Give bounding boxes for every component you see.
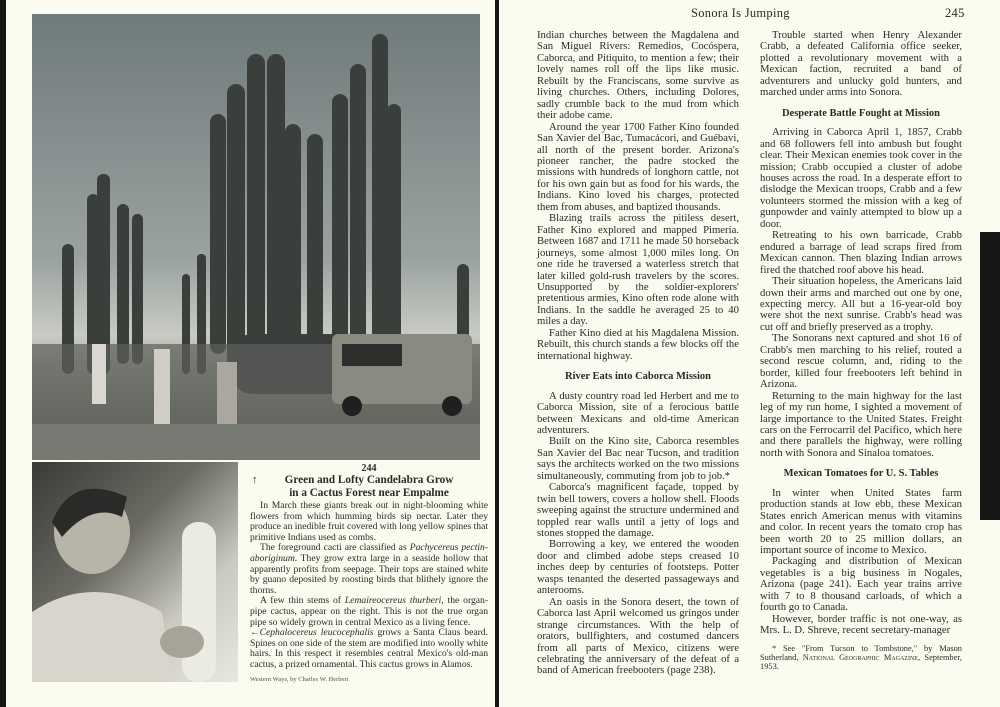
paragraph: Borrowing a key, we entered the wooden door and climbed adobe steps creased 10 inches deep by centuries of footsteps. Potter wasps tenanted the deserted passageways and anterooms.: [537, 538, 739, 597]
right-page: [499, 0, 980, 707]
paragraph: Caborca's magnificent façade, topped by twin bell towers, covers a hollow shell. Floods sweeping against the structure undermined and toppled rear walls until a jetty of logs and stones stopped the damage.: [537, 481, 739, 540]
caption-title-line1: Green and Lofty Candelabra Grow: [284, 474, 454, 486]
paragraph: However, border traffic is not one-way, as Mrs. L. D. Shreve, recent secretary-manager: [760, 612, 962, 637]
caption-paragraph: The foreground cacti are classified as Pachycereus pectin-aboriginum. They grow extra large in a seaside hollow that apparently profits from seepage. Their tops are stained white by guano deposited by roosting birds that blithely ignore the thorns.: [250, 542, 489, 596]
paragraph: Their situation hopeless, the Americans laid down their arms and marched out one by one, expecting mercy. All but a 16-year-old boy were shot the next sunrise. Crabb's head was cut off and briefly preserved as a trophy.: [760, 275, 962, 333]
text-column-2: [760, 30, 962, 672]
section-heading: River Eats into Caborca Mission: [564, 371, 712, 383]
footnote: * See "From Tucson to Tombstone," by Mason Sutherland, National Geographic Magazine, September, 1953.: [760, 643, 962, 672]
caption-paragraph: ←Cephalocereus leucocephalis grows a Santa Claus beard. Spines on one side of the stem are modified into woolly white hairs. In this respect it resembles central Mexico's old-man cactus, a prized ornamental. This cactus grows in Alamos.: [250, 627, 488, 670]
arrow-left-icon: ←: [250, 627, 260, 639]
paragraph: Returning to the main highway for the last leg of my run home, I sighted a movement of large importance to the United States. Freight cars on the Ferrocarril del Pacífico, which here and there parallels the highway, were rolling north with Sonora and Sinaloa tomatoes.: [760, 389, 962, 459]
page-number-left: 244: [361, 463, 377, 474]
caption-title-line2: in a Cactus Forest near Empalme: [289, 486, 449, 499]
paragraph: Father Kino died at his Magdalena Mission. Rebuilt, this church stands a few blocks off the international highway.: [537, 326, 739, 362]
caption-title: [250, 474, 488, 499]
paragraph: Blazing trails across the pitiless desert, Father Kino explored and mapped Pimería. Between 1687 and 1711 he made 50 horseback journeys, some almost 1,000 miles long. On one ride he traversed a waterless stretch that later killed gold-rush travelers by the scores. Unsupported by the soldier-explorers' pretentious armies, Kino often rode alone with Indians. In the saddle he averaged 25 to 40 miles a day.: [537, 212, 739, 328]
paragraph: In winter when United States farm production stands at low ebb, these Mexican States enrich American menus with vitamins and color. In recent years the tomato crop has been worth 20 to 25 million dollars, an important source of income to Mexico.: [760, 486, 962, 557]
caption-paragraph: In March these giants break out in night-blooming white flowers from which humming birds sip nectar. Later they produce an inedible fruit covered with long yellow spines that primitive Indians used as combs.: [250, 500, 488, 543]
photo-caption: [250, 463, 488, 684]
section-heading: Desperate Battle Fought at Mission: [781, 107, 941, 119]
scan-edge-right-tab: [980, 232, 1000, 520]
paragraph: The Sonorans next captured and shot 16 of Crabb's men marching to his relief, routed a second rescue column, and, riding to the border, killed four freebooters left behind in Arizona.: [760, 332, 962, 391]
cactus-forest-photo: [32, 14, 480, 460]
arrow-up-icon: ↑: [252, 474, 258, 486]
paragraph: An oasis in the Sonora desert, the town of Caborca last April welcomed us gringos under strange circumstances. With the help of orators, bullfighters, and costumed dancers from all parts of Mexico, citizens were celebrating the anniversary of the defeat of a band of American freebooters (page 238).: [537, 595, 739, 677]
photo-credit: Western Ways, by Charles W. Herbert: [250, 675, 349, 683]
section-heading: Mexican Tomatoes for U. S. Tables: [783, 468, 939, 480]
paragraph: Retreating to his own barricade, Crabb endured a barrage of lead scraps fired from Mexican cannon. Then blazing Indian arrows fired the thatched roof above his head.: [760, 229, 962, 276]
running-head-title: Sonora Is Jumping: [691, 6, 790, 20]
paragraph: Built on the Kino site, Caborca resembles San Xavier del Bac near Tucson, and tradition says the architects worked on the two missions simultaneously, commuting from job to job.*: [537, 435, 739, 482]
running-head: [499, 6, 980, 22]
paragraph: Indian churches between the Magdalena and San Miguel Rivers: Remedios, Cocóspera, Caborca, and Pitiquito, to mention a few; their lovely names roll off the lips like music. Rebuilt by the Franciscans, some survive as living churches. Others, including Dolores, sadly crumble back to the mud from which their adobe came.: [537, 29, 739, 122]
girl-with-cactus-photo: [32, 462, 238, 682]
paragraph: Arriving in Caborca April 1, 1857, Crabb and 68 followers fell into ambush but fought clear. Their Mexican enemies took cover in the mission; Crabb occupied a cluster of adobe houses across the road. In a desperate effort to dislodge the Mexican troops, Crabb and a few volunteers stormed the mission with a keg of gunpowder and vainly attempted to blow up a door.: [760, 126, 962, 230]
paragraph: Trouble started when Henry Alexander Crabb, a defeated California office seeker, plotted a revolutionary movement with a Mexican faction, recruited a band of adventurers and unlucky gold hunters, and marched under arms into Sonora.: [760, 29, 962, 99]
paragraph: Around the year 1700 Father Kino founded San Xavier del Bac, Tumacácori, and Guébavi, all north of the present border. Arizona's pioneer rancher, the padre stocked the missions with hundreds of longhorn cattle, not for his own gain but as food for his wards, the Indians. Kino loved his charges, protected them from abuses, and baptized thousands.: [537, 120, 739, 213]
page-number-right: 245: [945, 6, 965, 20]
paragraph: Packaging and distribution of Mexican vegetables is a big business in Nogales, Arizona (page 241). Each year trains arrive with 7 to 8 thousand carloads, of which a fourth go to Canada.: [760, 555, 962, 614]
left-page: [6, 0, 495, 707]
paragraph: A dusty country road led Herbert and me to Caborca Mission, site of a ferocious battle between Mexicans and old-time American adventurers.: [537, 389, 739, 436]
text-column-1: [537, 30, 739, 677]
caption-paragraph: A few thin stems of Lemaireocereus thurberi, the organ-pipe cactus, appear on the right. This is not the true organ pipe so widely grown in central Mexico as a living fence.: [250, 595, 489, 628]
